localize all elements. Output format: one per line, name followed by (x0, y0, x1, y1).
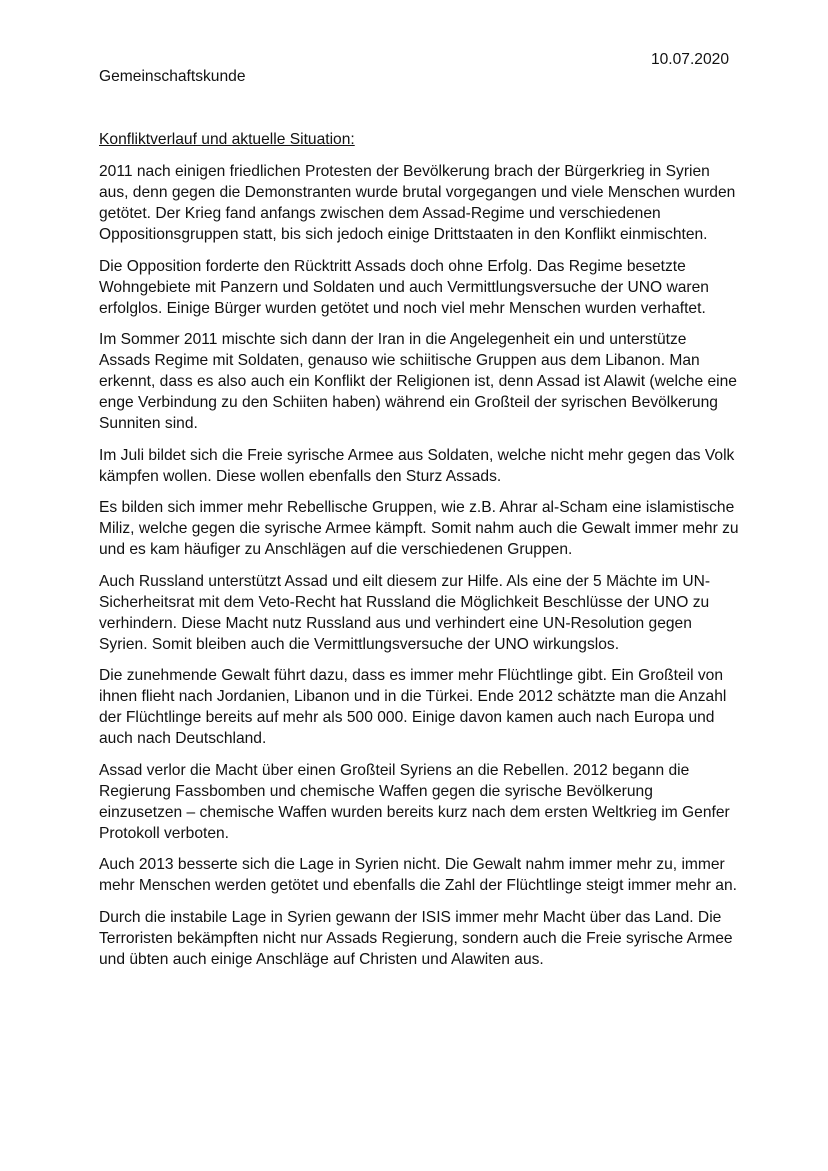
paragraph: 2011 nach einigen friedlichen Protesten der Bevölkerung brach der Bürgerkrieg in Syrien aus, denn gegen die Demonstranten wurde brutal vorgegangen und viele Menschen wurden getötet. Der Krieg fand anfangs zwischen dem Assad-Regime und verschiedenen Oppositionsgruppen statt, bis sich jedoch einige Drittstaaten in den Konflikt einmischten. (99, 163, 736, 243)
paragraph: Assad verlor die Macht über einen Großteil Syriens an die Rebellen. 2012 begann die Regierung Fassbomben und chemische Waffen gegen die syrische Bevölkerung einzusetzen – chemische Waffen wurden bereits kurz nach dem ersten Weltkrieg im Genfer Protokoll verboten. (99, 761, 730, 842)
section-heading: Konfliktverlauf und aktuelle Situation: (99, 131, 355, 148)
document-body (99, 161, 739, 980)
paragraph: Die Opposition forderte den Rücktritt Assads doch ohne Erfolg. Das Regime besetzte Wohngebiete mit Panzern und Soldaten und auch Vermittlungsversuche der UNO waren erfolglos. Einige Bürger wurden getötet und noch viel mehr Menschen wurden verhaftet. (99, 257, 709, 317)
paragraph: Durch die instabile Lage in Syrien gewann der ISIS immer mehr Macht über das Land. Die Terroristen bekämpften nicht nur Assads Regierung, sondern auch die Freie syrische Armee und übten auch einige Anschläge auf Christen und Alawiten aus. (99, 908, 733, 968)
paragraph: Im Juli bildet sich die Freie syrische Armee aus Soldaten, welche nicht mehr gegen das Volk kämpfen wollen. Diese wollen ebenfalls den Sturz Assads. (99, 446, 735, 485)
paragraph: Auch Russland unterstützt Assad und eilt diesem zur Hilfe. Als eine der 5 Mächte im UN-Sicherheitsrat mit dem Veto-Recht hat Russland die Möglichkeit Beschlüsse der UNO zu verhindern. Diese Macht nutz Russland aus und verhindert eine UN-Resolution gegen Syrien. Somit bleiben auch die Vermittlungsversuche der UNO wirkungslos. (99, 572, 711, 653)
paragraph: Die zunehmende Gewalt führt dazu, dass es immer mehr Flüchtlinge gibt. Ein Großteil von ihnen flieht nach Jordanien, Libanon und in die Türkei. Ende 2012 schätzte man die Anzahl der Flüchtlinge bereits auf mehr als 500 000. Einige davon kamen auch nach Europa und auch nach Deutschland. (99, 667, 727, 747)
document-date: 10.07.2020 (650, 51, 729, 68)
paragraph: Es bilden sich immer mehr Rebellische Gruppen, wie z.B. Ahrar al-Scham eine islamistische Miliz, welche gegen die syrische Armee kämpft. Somit nahm auch die Gewalt immer mehr zu und es kam häufiger zu Anschlägen auf die verschiedenen Gruppen. (99, 499, 739, 558)
paragraph: Auch 2013 besserte sich die Lage in Syrien nicht. Die Gewalt nahm immer mehr zu, immer mehr Menschen werden getötet und ebenfalls die Zahl der Flüchtlinge steigt immer mehr an. (99, 856, 737, 894)
subject-label: Gemeinschaftskunde (99, 68, 246, 85)
paragraph: Im Sommer 2011 mischte sich dann der Iran in die Angelegenheit ein und unterstütze Assads Regime mit Soldaten, genauso wie schiitische Gruppen aus dem Libanon. Man erkennt, dass es also auch ein Konflikt der Religionen ist, denn Assad ist Alawit (welche eine enge Verbindung zu den Schiiten haben) während ein Großteil der syrischen Bevölkerung Sunniten sind. (99, 331, 737, 432)
